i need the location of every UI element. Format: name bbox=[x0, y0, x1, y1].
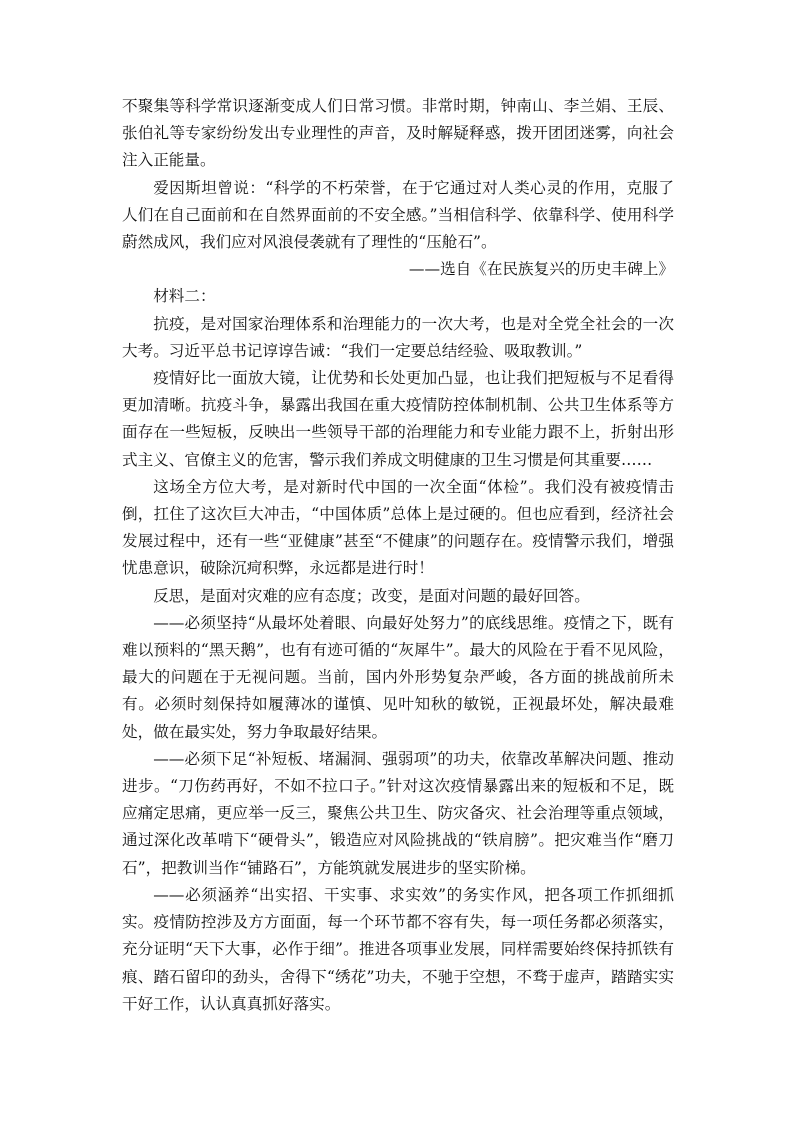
paragraph-4: 疫情好比一面放大镜，让优势和长处更加凸显，也让我们把短板与不足看得更加清晰。抗疫斗争，暴露出我国在重大疫情防控体制机制、公共卫生体系等方面存在一些短板，反映出一些领导干部的治理能力和专业能力跟不上，折射出形式主义、官僚主义的危害，警示我们养成文明健康的卫生习惯是何其重要…… bbox=[122, 369, 674, 469]
paragraph-1: 不聚集等科学常识逐渐变成人们日常习惯。非常时期，钟南山、李兰娟、王辰、张伯礼等专家纷纷发出专业理性的声音，及时解疑释惑，拨开团团迷雾，向社会注入正能量。 bbox=[122, 97, 674, 170]
paragraph-8: ——必须下足“补短板、堵漏洞、强弱项”的功夫，依靠改革解决问题、推动进步。“刀伤药再好，不如不拉口子。”针对这次疫情暴露出来的短板和不足，既应痛定思痛，更应举一反三，聚焦公共卫生、防灾备灾、社会治理等重点领域，通过深化改革啃下“硬骨头”，锻造应对风险挑战的“铁肩膀”。把灾难当作“磨刀石”，把教训当作“铺路石”，方能筑就发展进步的坚实阶梯。 bbox=[122, 749, 674, 877]
paragraph-7: ——必须坚持“从最坏处着眼、向最好处努力”的底线思维。疫情之下，既有难以预料的“黑天鹅”，也有有迹可循的“灰犀牛”。最大的风险在于看不见风险，最大的问题在于无视问题。当前，国内外形势复杂严峻，各方面的挑战前所未有。必须时刻保持如履薄冰的谨慎、见叶知秋的敏锐，正视最坏处，解决最难处，做在最实处，努力争取最好结果。 bbox=[122, 613, 674, 741]
paragraph-5: 这场全方位大考，是对新时代中国的一次全面“体检”。我们没有被疫情击倒，扛住了这次巨大冲击，“中国体质”总体上是过硬的。但也应看到，经济社会发展过程中，还有一些“亚健康”甚至“不健康”的问题存在。疫情警示我们，增强忧患意识，破除沉疴积弊，永远都是进行时！ bbox=[122, 477, 674, 578]
paragraph-9: ——必须涵养“出实招、干实事、求实效”的务实作风，把各项工作抓细抓实。疫情防控涉及方方面面，每一个环节都不容有失，每一项任务都必须落实，充分证明“天下大事，必作于细”。推进各项事业发展，同样需要始终保持抓铁有痕、踏石留印的劲头，舍得下“绣花”功夫，不驰于空想，不骛于虚声，踏踏实实干好工作，认认真真抓好落实。 bbox=[122, 885, 674, 1013]
paragraph-einstein-quote: 爱因斯坦曾说：“科学的不朽荣誉，在于它通过对人类心灵的作用，克服了人们在自己面前和在自然界面前的不安全感。”当相信科学、依靠科学、使用科学蔚然成风，我们应对风浪侵袭就有了理性的“压舱石”。 bbox=[122, 178, 674, 252]
paragraph-3: 抗疫，是对国家治理体系和治理能力的一次大考，也是对全党全社会的一次大考。习近平总书记谆谆告诫：“我们一定要总结经验、吸取教训。” bbox=[122, 314, 674, 360]
material-2-heading: 材料二： bbox=[153, 287, 216, 306]
paragraph-6: 反思，是面对灾难的应有态度；改变，是面对问题的最好回答。 bbox=[153, 586, 590, 605]
document-page bbox=[122, 93, 674, 1018]
source-citation: ——选自《在民族复兴的历史丰碑上》 bbox=[408, 260, 674, 279]
